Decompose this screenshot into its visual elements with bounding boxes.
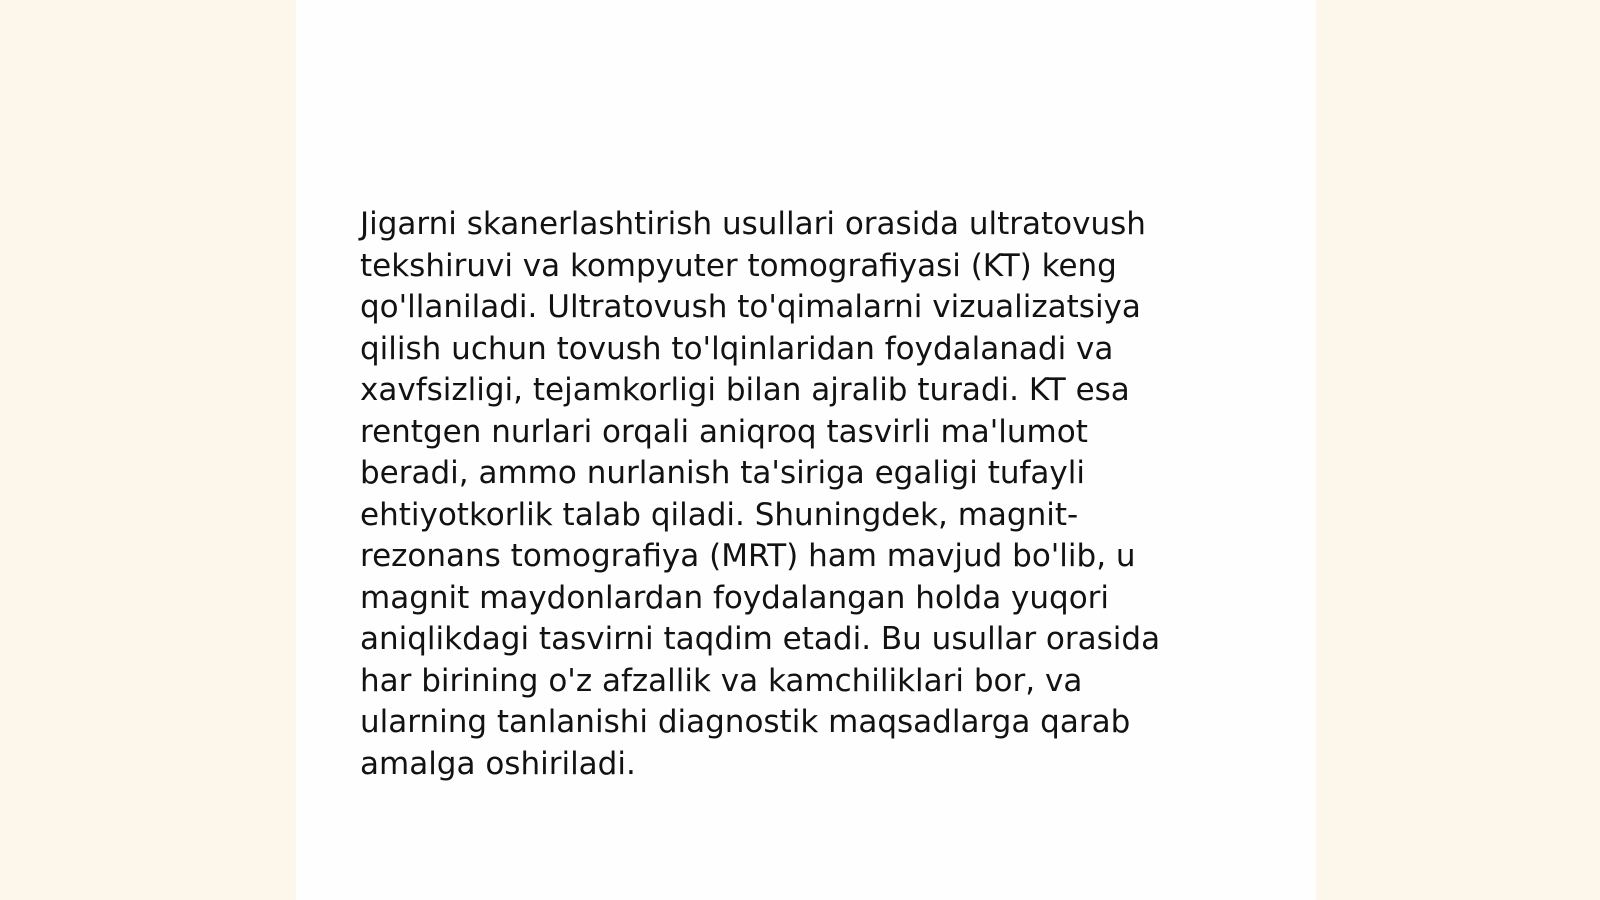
paragraph-line: beradi, ammo nurlanish ta'siriga egaligi tufayli <box>360 455 1085 491</box>
paragraph-line: ehtiyotkorlik talab qiladi. Shuningdek, magnit- <box>360 496 1079 533</box>
paragraph-line: Jigarni skanerlashtirish usullari orasida ultratovush <box>360 206 1146 242</box>
body-paragraph <box>360 204 1210 785</box>
document-page <box>296 0 1316 900</box>
paragraph-line: har birining o'z afzallik va kamchiliklari bor, va <box>360 662 1083 699</box>
paragraph-line: xavfsizligi, tejamkorligi bilan ajralib turadi. KT esa <box>360 372 1130 408</box>
paragraph-line: qo'llaniladi. Ultratovush to'qimalarni vizualizatsiya <box>360 289 1141 325</box>
paragraph-line: tekshiruvi va kompyuter tomografiyasi (KT) keng <box>360 247 1117 284</box>
paragraph-line: amalga oshiriladi. <box>360 745 636 782</box>
paragraph-line: aniqlikdagi tasvirni taqdim etadi. Bu usullar orasida <box>360 621 1161 657</box>
paragraph-line: qilish uchun tovush to'lqinlaridan foydalanadi va <box>360 330 1114 367</box>
paragraph-line: ularning tanlanishi diagnostik maqsadlarga qarab <box>360 704 1131 740</box>
paragraph-line: rentgen nurlari orqali aniqroq tasvirli ma'lumot <box>360 413 1088 450</box>
paragraph-line: magnit maydonlardan foydalangan holda yuqori <box>360 579 1110 616</box>
paragraph-line: rezonans tomografiya (MRT) ham mavjud bo'lib, u <box>360 538 1136 574</box>
